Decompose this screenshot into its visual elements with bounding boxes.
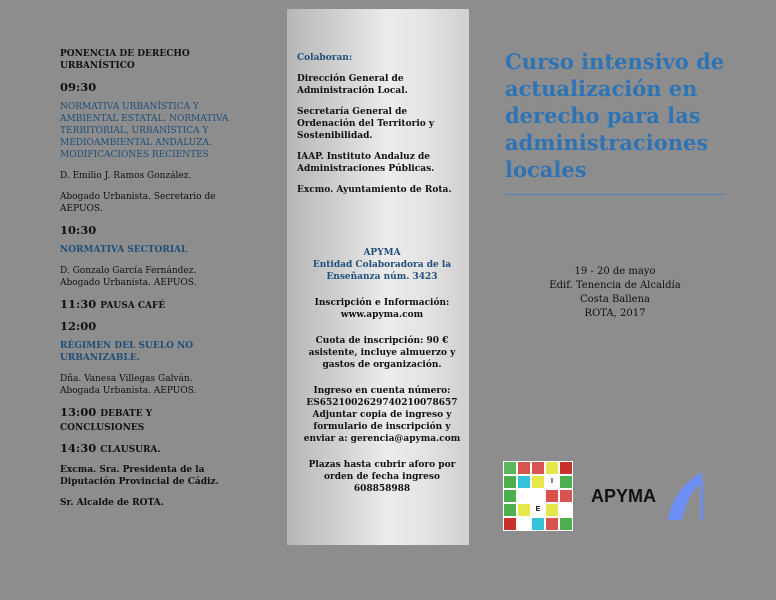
website-link[interactable]: www.apyma.com [340,310,424,320]
plazas-text: Plazas hasta cubrir aforo por orden de fecha ingreso [308,460,456,482]
event-info [505,265,725,321]
clausura: CLAUSURA. [100,445,161,455]
closing-alcalde: Sr. Alcalde de ROTA. [60,498,164,508]
time-1300-value: 13:00 [60,405,97,419]
time-1030: 10:30 [60,223,97,237]
speaker-garcia: D. Gonzalo García Fernández. Abogado Urbanista. AEPUOS. [60,266,197,288]
speaker-villegas: Dña. Vanesa Villegas Galván. Abogada Urbanista. AEPUOS. [60,374,197,396]
time-1300 [60,406,230,434]
time-1430-value: 14:30 [60,441,97,455]
debate-conclusiones: DEBATE Y CONCLUSIONES [60,409,153,433]
topic-suelo: RÉGIMEN DEL SUELO NO URBANIZABLE. [60,341,194,363]
cover-panel [505,48,727,183]
event-venue: Edif. Tenencia de Alcaldía [549,280,681,291]
apyma-title: APYMA [363,248,401,258]
time-1430 [60,442,230,456]
inscripcion-label: Inscripción e Información: [314,298,450,308]
apyma-logo-text: APYMA [591,486,657,506]
phone-number: 608858988 [353,484,411,494]
grid-letter-i: I [546,476,558,488]
collab-dg-admin-local: Dirección General de Administración Local. [297,74,408,96]
program-column [60,48,230,518]
pausa-cafe: PAUSA CAFÉ [100,301,166,311]
event-venue-area: Costa Ballena [580,294,650,305]
topic-normativa: NORMATIVA URBANÍSTICA Y AMBIENTAL ESTATAL. NORMATIVA TERRITORIAL, URBANÍSTICA Y MEDIOAMBIENTAL ANDALUZA. MODIFICACIONES RECIENTES [60,102,229,160]
topic-sectorial: NORMATIVA SECTORIAL [60,245,188,255]
grid-letter-e: E [532,504,544,516]
title-divider [505,194,725,195]
time-0930: 09:30 [60,80,97,94]
collab-ayuntamiento-rota: Excmo. Ayuntamiento de Rota. [297,185,452,195]
program-heading: PONENCIA DE DERECHO URBANÍSTICO [60,49,190,71]
apyma-logo-arc-icon [662,470,704,522]
collab-sg-ordenacion: Secretaría General de Ordenación del Territorio y Sostenibilidad. [297,107,435,141]
ingreso-text: Ingreso en cuenta número: ES6521002629740210078657 Adjuntar copia de ingreso y formulario de inscripción y enviar a: gerencia@apyma.com [303,386,461,444]
closing-presidenta: Excma. Sra. Presidenta de la Diputación Provincial de Cádiz. [60,465,219,487]
middle-panel [287,9,469,545]
colaboran-label: Colaboran: [297,53,353,63]
event-date: 19 - 20 de mayo [574,266,656,277]
time-1200: 12:00 [60,319,97,333]
speaker-ramos-role: Abogado Urbanista. Secretario de AEPUOS. [60,192,216,214]
apyma-entity: Entidad Colaboradora de la Enseñanza núm. 3423 [312,260,452,282]
event-city-year: ROTA, 2017 [584,308,646,319]
sponsor-grid-logo [503,461,573,531]
course-title: Curso intensivo de actualización en derecho para las administraciones locales [505,49,725,182]
time-1130 [60,298,230,312]
cuota-text: Cuota de inscripción: 90 € asistente, incluye almuerzo y gastos de organización. [308,336,456,370]
collab-iaap: IAAP. Instituto Andaluz de Administraciones Públicas. [297,152,435,174]
time-1130-value: 11:30 [60,297,97,311]
speaker-ramos: D. Emilio J. Ramos González. [60,171,192,181]
